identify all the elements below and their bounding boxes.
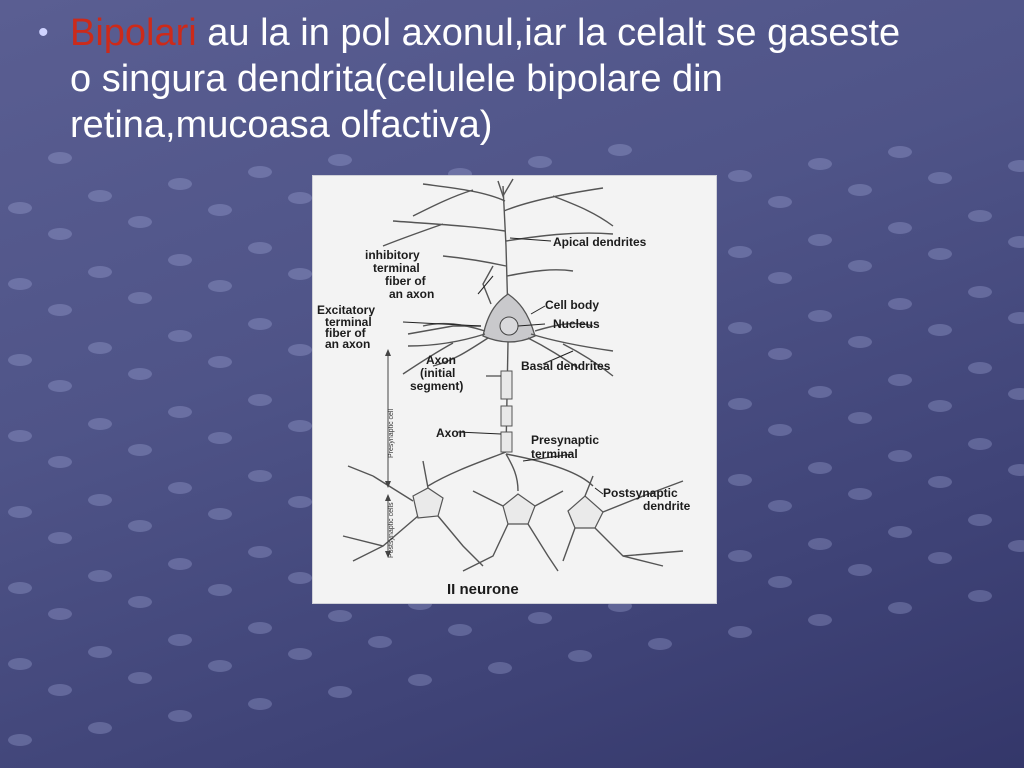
background-dot — [728, 626, 752, 638]
background-dot — [208, 280, 232, 292]
background-dot — [888, 602, 912, 614]
background-dot — [848, 184, 872, 196]
background-dot — [248, 242, 272, 254]
figure-caption: II neurone — [447, 581, 519, 598]
background-dot — [768, 272, 792, 284]
background-dot — [728, 474, 752, 486]
background-dot — [168, 710, 192, 722]
background-dot — [128, 292, 152, 304]
background-dot — [728, 550, 752, 562]
background-dot — [928, 552, 952, 564]
background-dot — [808, 614, 832, 626]
background-dot — [808, 310, 832, 322]
background-dot — [8, 354, 32, 366]
background-dot — [768, 576, 792, 588]
background-dot — [168, 482, 192, 494]
label-inhibitory-line3: fiber of — [385, 274, 426, 288]
background-dot — [88, 190, 112, 202]
label-inhibitory-line1: inhibitory — [365, 248, 420, 262]
background-dot — [48, 608, 72, 620]
background-dot — [928, 324, 952, 336]
background-dot — [968, 362, 992, 374]
background-dot — [328, 686, 352, 698]
background-dot — [248, 470, 272, 482]
background-dot — [48, 684, 72, 696]
background-dot — [968, 514, 992, 526]
background-dot — [8, 278, 32, 290]
background-dot — [208, 204, 232, 216]
background-dot — [88, 266, 112, 278]
label-axon: Axon — [436, 426, 466, 440]
label-excitatory-line4: an axon — [325, 337, 371, 351]
background-dot — [488, 662, 512, 674]
background-dot — [928, 476, 952, 488]
background-dot — [288, 572, 312, 584]
background-dot — [48, 228, 72, 240]
background-dot — [208, 584, 232, 596]
background-dot — [1008, 464, 1024, 476]
background-dot — [768, 424, 792, 436]
background-dot — [8, 430, 32, 442]
background-dot — [128, 672, 152, 684]
background-dot — [768, 500, 792, 512]
background-dot — [888, 222, 912, 234]
label-inhibitory-line2: terminal — [373, 261, 420, 275]
label-basal-dendrites: Basal dendrites — [521, 359, 611, 373]
background-dot — [808, 538, 832, 550]
background-dot — [408, 674, 432, 686]
label-excitatory-line1: Excitatory — [317, 303, 376, 317]
background-dot — [1008, 236, 1024, 248]
background-dot — [88, 418, 112, 430]
background-dot — [968, 438, 992, 450]
background-dot — [88, 722, 112, 734]
background-dot — [768, 196, 792, 208]
background-dot — [168, 330, 192, 342]
background-dot — [168, 406, 192, 418]
background-dot — [288, 420, 312, 432]
background-dot — [168, 634, 192, 646]
background-dot — [648, 638, 672, 650]
label-excitatory-line3: fiber of — [325, 326, 366, 340]
background-dot — [8, 582, 32, 594]
background-dot — [48, 152, 72, 164]
background-dot — [8, 202, 32, 214]
background-dot — [128, 444, 152, 456]
background-dot — [288, 648, 312, 660]
background-dot — [88, 646, 112, 658]
label-inhibitory-line4: an axon — [389, 287, 435, 301]
background-dot — [128, 520, 152, 532]
background-dot — [1008, 160, 1024, 172]
background-dot — [128, 596, 152, 608]
background-dot — [848, 488, 872, 500]
background-dot — [48, 304, 72, 316]
background-dot — [288, 344, 312, 356]
background-dot — [288, 496, 312, 508]
background-dot — [208, 660, 232, 672]
label-axon-initial-line2: (initial — [420, 366, 456, 380]
label-presynaptic-cell: Presynaptic cell — [388, 408, 395, 458]
background-dot — [448, 624, 472, 636]
background-dot — [848, 412, 872, 424]
background-dot — [8, 734, 32, 746]
background-dot — [888, 526, 912, 538]
background-dot — [728, 398, 752, 410]
background-dot — [168, 558, 192, 570]
background-dot — [48, 380, 72, 392]
background-dot — [288, 268, 312, 280]
background-dot — [888, 450, 912, 462]
label-postsynaptic-line1: Postsynaptic — [603, 486, 678, 500]
background-dot — [848, 260, 872, 272]
background-dot — [968, 210, 992, 222]
label-postsynaptic-line2: dendrite — [643, 499, 691, 513]
label-cell-body: Cell body — [545, 298, 600, 312]
background-dot — [8, 658, 32, 670]
background-dot — [1008, 388, 1024, 400]
label-axon-initial-line1: Axon — [426, 353, 456, 367]
label-excitatory-line2: terminal — [325, 315, 372, 329]
background-dot — [168, 178, 192, 190]
label-postsynaptic-cells: Postsynaptic cells — [388, 502, 395, 558]
background-dot — [808, 158, 832, 170]
label-apical-dendrites: Apical dendrites — [553, 235, 647, 249]
background-dot — [288, 192, 312, 204]
background-dot — [248, 698, 272, 710]
background-dot — [248, 394, 272, 406]
background-dot — [928, 172, 952, 184]
background-dot — [48, 456, 72, 468]
label-presynaptic-line1: Presynaptic — [531, 433, 600, 447]
background-dot — [568, 650, 592, 662]
background-dot — [248, 166, 272, 178]
background-dot — [728, 322, 752, 334]
background-dot — [808, 462, 832, 474]
bullet-point: • — [38, 16, 49, 49]
neuron-diagram — [312, 175, 717, 604]
background-dot — [248, 546, 272, 558]
background-dot — [8, 506, 32, 518]
label-presynaptic-line2: terminal — [531, 447, 578, 461]
background-dot — [88, 342, 112, 354]
label-nucleus: Nucleus — [553, 317, 600, 331]
label-axon-initial-line3: segment) — [410, 379, 464, 393]
background-dot — [768, 348, 792, 360]
background-dot — [168, 254, 192, 266]
background-dot — [208, 508, 232, 520]
background-dot — [248, 622, 272, 634]
background-dot — [128, 368, 152, 380]
background-dot — [968, 590, 992, 602]
background-dot — [208, 432, 232, 444]
background-dot — [728, 170, 752, 182]
bullet-keyword: Bipolari — [70, 12, 197, 54]
bullet-description: au la in pol axonul,iar la celalt se gaseste o singura dendrita(celulele bipolare din retina,mucoasa olfactiva) — [70, 12, 901, 146]
background-dot — [528, 612, 552, 624]
background-dot — [968, 286, 992, 298]
background-dot — [1008, 312, 1024, 324]
background-dot — [128, 216, 152, 228]
background-dot — [888, 298, 912, 310]
background-dot — [528, 156, 552, 168]
background-dot — [208, 356, 232, 368]
background-dot — [848, 336, 872, 348]
background-dot — [728, 246, 752, 258]
background-dot — [808, 386, 832, 398]
background-dot — [48, 532, 72, 544]
bullet-text — [70, 10, 930, 148]
background-dot — [248, 318, 272, 330]
background-dot — [928, 248, 952, 260]
background-dot — [328, 610, 352, 622]
background-dot — [888, 374, 912, 386]
background-dot — [808, 234, 832, 246]
background-dot — [928, 400, 952, 412]
background-dot — [328, 154, 352, 166]
background-dot — [368, 636, 392, 648]
background-dot — [88, 570, 112, 582]
background-dot — [848, 564, 872, 576]
background-dot — [1008, 540, 1024, 552]
background-dot — [88, 494, 112, 506]
